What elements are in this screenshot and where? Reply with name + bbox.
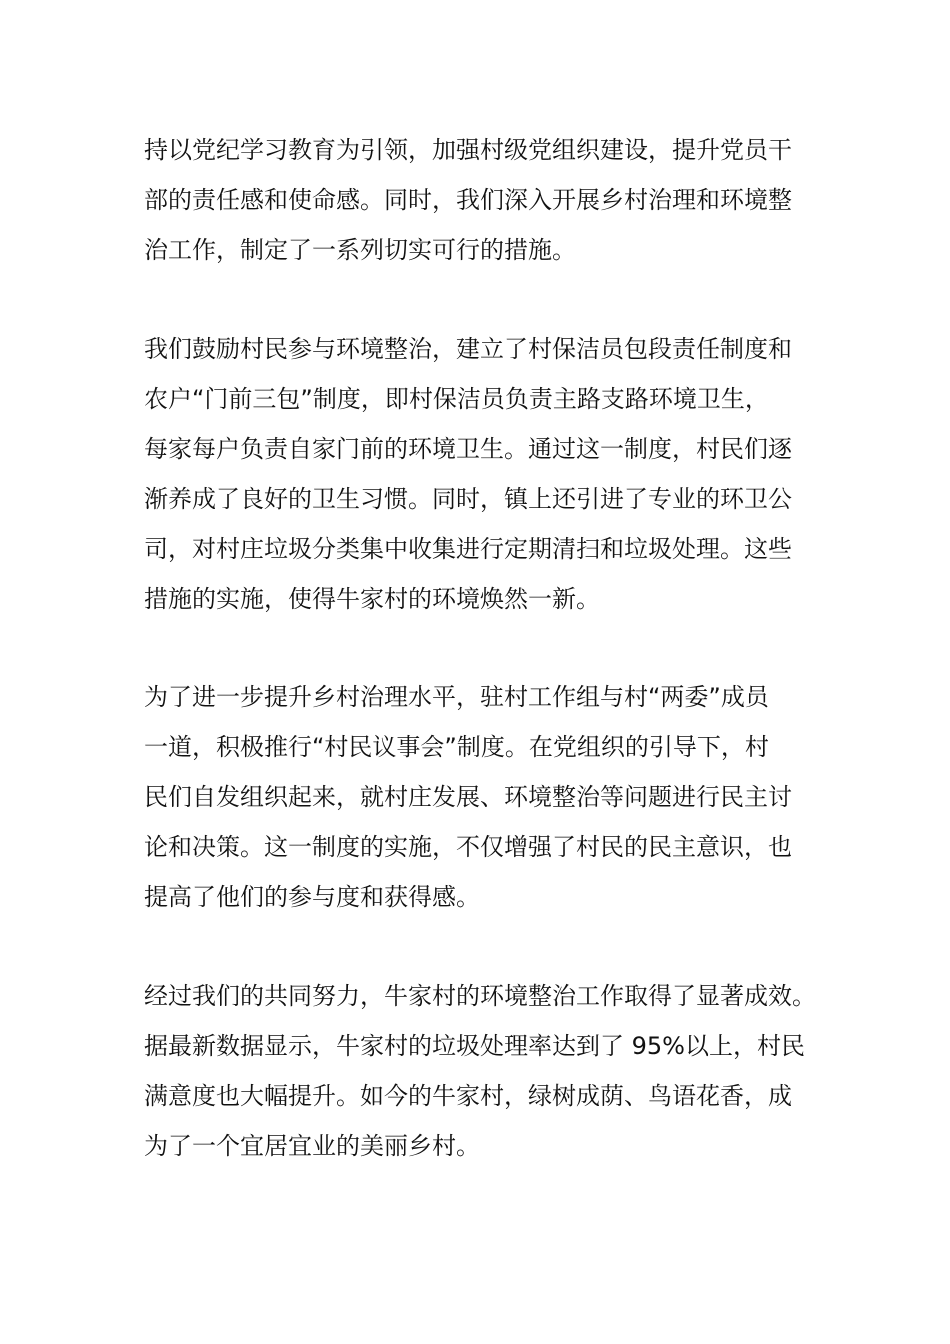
- text-line: 渐养成了良好的卫生习惯。同时，镇上还引进了专业的环卫公: [144, 485, 792, 513]
- text-line: 为了进一步提升乡村治理水平，驻村工作组与村“两委”成员: [144, 683, 769, 711]
- text-line: 据最新数据显示，牛家村的垃圾处理率达到了 95%以上，村民: [144, 1032, 805, 1060]
- text-line: 持以党纪学习教育为引领，加强村级党组织建设，提升党员干: [144, 136, 792, 164]
- text-line: 经过我们的共同努力，牛家村的环境整治工作取得了显著成效。: [144, 982, 816, 1010]
- text-line: 措施的实施，使得牛家村的环境焕然一新。: [144, 585, 600, 613]
- text-line: 治工作，制定了一系列切实可行的措施。: [144, 236, 576, 264]
- text-line: 提高了他们的参与度和获得感。: [144, 883, 480, 911]
- text-line: 满意度也大幅提升。如今的牛家村，绿树成荫、鸟语花香，成: [144, 1082, 792, 1110]
- text-line: 每家每户负责自家门前的环境卫生。通过这一制度，村民们逐: [144, 435, 792, 463]
- text-line: 司，对村庄垃圾分类集中收集进行定期清扫和垃圾处理。这些: [144, 535, 792, 563]
- text-line: 论和决策。这一制度的实施，不仅增强了村民的民主意识，也: [144, 833, 792, 861]
- text-line: 部的责任感和使命感。同时，我们深入开展乡村治理和环境整: [144, 186, 792, 214]
- text-line: 为了一个宜居宜业的美丽乡村。: [144, 1132, 480, 1160]
- text-line: 民们自发组织起来，就村庄发展、环境整治等问题进行民主讨: [144, 783, 792, 811]
- text-line: 我们鼓励村民参与环境整治，建立了村保洁员包段责任制度和: [144, 335, 792, 363]
- text-line: 一道，积极推行“村民议事会”制度。在党组织的引导下，村: [144, 733, 769, 761]
- text-line: 农户“门前三包”制度，即村保洁员负责主路支路环境卫生，: [144, 385, 769, 413]
